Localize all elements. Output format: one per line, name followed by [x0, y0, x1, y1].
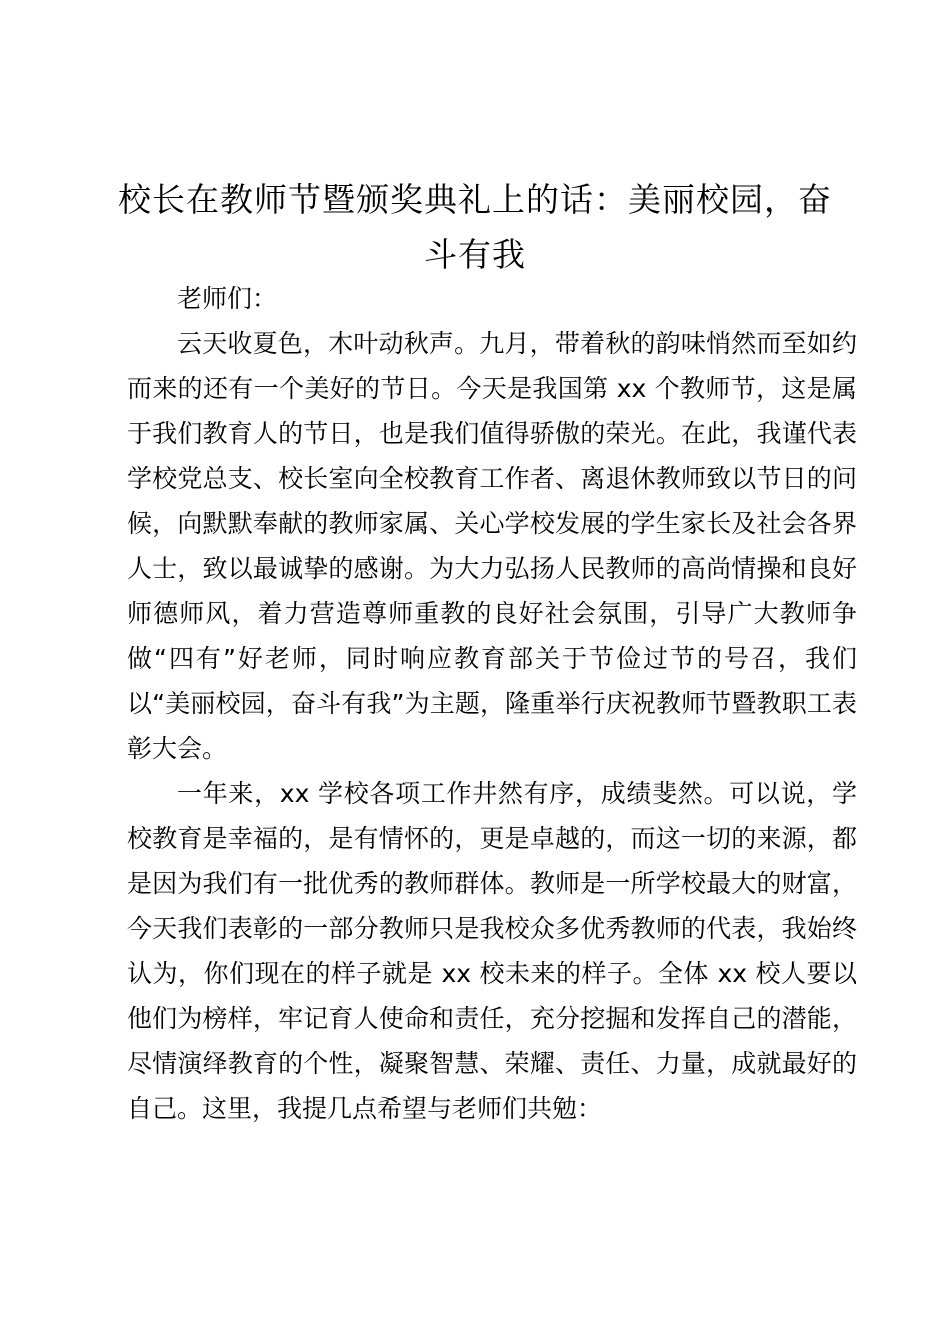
- paragraph-2: 一年来，xx 学校各项工作井然有序，成绩斐然。可以说，学校教育是幸福的，是有情怀的，更是卓越的，而这一切的来源，都是因为我们有一批优秀的教师群体。教师是一所学校最大的财富，今天我们表彰的一部分教师只是我校众多优秀教师的代表，我始终认为，你们现在的样子就是 xx 校未来的样子。全体 xx 校人要以他们为榜样，牢记育人使命和责任，充分挖掘和发挥自己的潜能，尽情演绎教育的个性，凝聚智慧、荣耀、责任、力量，成就最好的自己。这里，我提几点希望与老师们共勉：: [127, 779, 857, 1123]
- document-title: 校长在教师节暨颁奖典礼上的话：美丽校园，奋斗有我: [118, 180, 832, 274]
- document-body: [127, 276, 857, 1131]
- paragraph-1: 云天收夏色，木叶动秋声。九月，带着秋的韵味悄然而至如约而来的还有一个美好的节日。今天是我国第 xx 个教师节，这是属于我们教育人的节日，也是我们值得骄傲的荣光。在此，我谨代表学校党总支、校长室向全校教育工作者、离退休教师致以节日的问候，向默默奉献的教师家属、关心学校发展的学生家长及社会各界人士，致以最诚挚的感谢。为大力弘扬人民教师的高尚情操和良好师德师风，着力营造尊师重教的良好社会氛围，引导广大教师争做“四有”好老师，同时响应教育部关于节俭过节的号召，我们以“美丽校园，奋斗有我”为主题，隆重举行庆祝教师节暨教职工表彰大会。: [127, 329, 857, 763]
- salutation: 老师们：: [177, 284, 278, 313]
